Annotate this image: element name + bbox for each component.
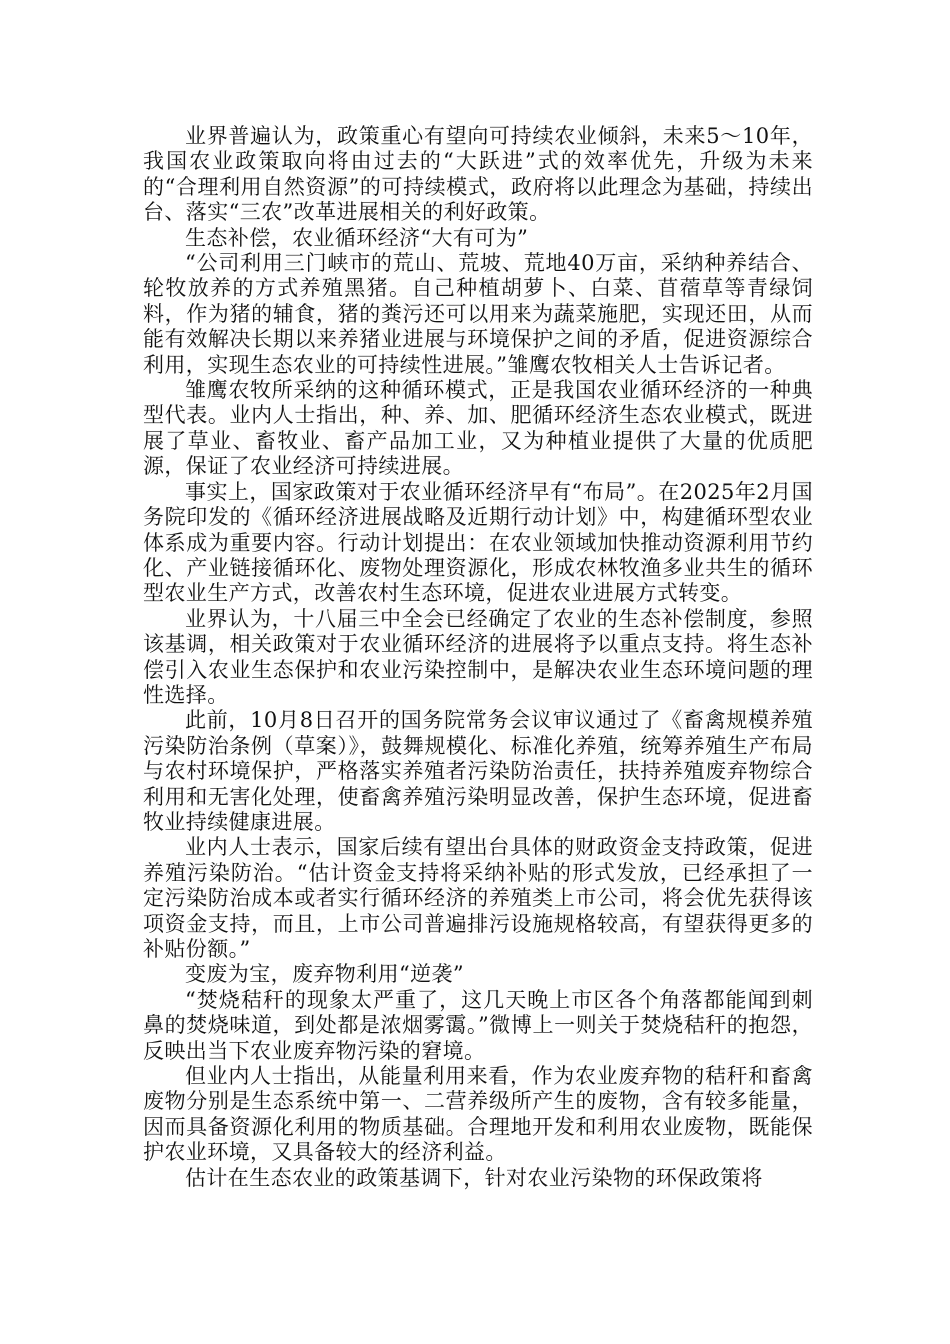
paragraph: 业界认为，十八届三中全会已经确定了农业的生态补偿制度，参照该基调，相关政策对于农业循环经济的进展将予以重点支持。将生态补偿引入农业生态保护和农业污染控制中，是解决农业生态环境问题的理性选择。 (143, 606, 813, 707)
section-heading: 变废为宝，废弃物利用“逆袭” (185, 962, 465, 987)
paragraph: 业界普遍认为，政策重心有望向可持续农业倾斜，未来5～10年，我国农业政策取向将由过去的“大跃进”式的效率优先，升级为未来的“合理利用自然资源”的可持续模式，政府将以此理念为基础，持续出台、落实“三农”改革进展相关的利好政策。 (143, 124, 813, 225)
paragraph: 事实上，国家政策对于农业循环经济早有“布局”。在2025年2月国务院印发的《循环经济进展战略及近期行动计划》中，构建循环型农业体系成为重要内容。行动计划提出：在农业领域加快推动资源利用节约化、产业链接循环化、废物处理资源化，形成农林牧渔多业共生的循环型农业生产方式，改善农村生态环境，促进农业进展方式转变。 (143, 479, 813, 606)
paragraph: 雏鹰农牧所采纳的这种循环模式，正是我国农业循环经济的一种典型代表。业内人士指出，种、养、加、肥循环经济生态农业模式，既进展了草业、畜牧业、畜产品加工业，又为种植业提供了大量的优质肥源，保证了农业经济可持续进展。 (143, 378, 813, 479)
paragraph: 估计在生态农业的政策基调下，针对农业污染物的环保政策将 (185, 1165, 763, 1190)
section-heading: 生态补偿，农业循环经济“大有可为” (185, 225, 529, 250)
paragraph: 业内人士表示，国家后续有望出台具体的财政资金支持政策，促进养殖污染防治。“估计资金支持将采纳补贴的形式发放，已经承担了一定污染防治成本或者实行循环经济的养殖类上市公司，将会优先获得该项资金支持，而且，上市公司普遍排污设施规格较高，有望获得更多的补贴份额。” (143, 835, 813, 961)
paragraph: 此前，10月8日召开的国务院常务会议审议通过了《畜禽规模养殖污染防治条例（草案）》，鼓舞规模化、标准化养殖，统筹养殖生产布局与农村环境保护，严格落实养殖者污染防治责任，扶持养殖废弃物综合利用和无害化处理，使畜禽养殖污染明显改善，保护生态环境，促进畜牧业持续健康进展。 (143, 708, 813, 834)
paragraph: “公司利用三门峡市的荒山、荒坡、荒地40万亩，采纳种养结合、轮牧放养的方式养殖黑猪。自己种植胡萝卜、白菜、苜蓿草等青绿饲料，作为猪的辅食，猪的粪污还可以用来为蔬菜施肥，实现还田，从而能有效解决长期以来养猪业进展与环境保护之间的矛盾，促进资源综合利用，实现生态农业的可持续性进展。”雏鹰农牧相关人士告诉记者。 (143, 251, 813, 377)
paragraph: 但业内人士指出，从能量利用来看，作为农业废弃物的秸秆和畜禽废物分别是生态系统中第一、二营养级所产生的废物，含有较多能量，因而具备资源化利用的物质基础。合理地开发和利用农业废物，既能保护农业环境，又具备较大的经济利益。 (143, 1064, 813, 1165)
paragraph: “焚烧秸秆的现象太严重了，这几天晚上市区各个角落都能闻到刺鼻的焚烧味道，到处都是浓烟雾霭。”微博上一则关于焚烧秸秆的抱怨，反映出当下农业废弃物污染的窘境。 (143, 987, 813, 1063)
document-body (143, 124, 813, 1191)
